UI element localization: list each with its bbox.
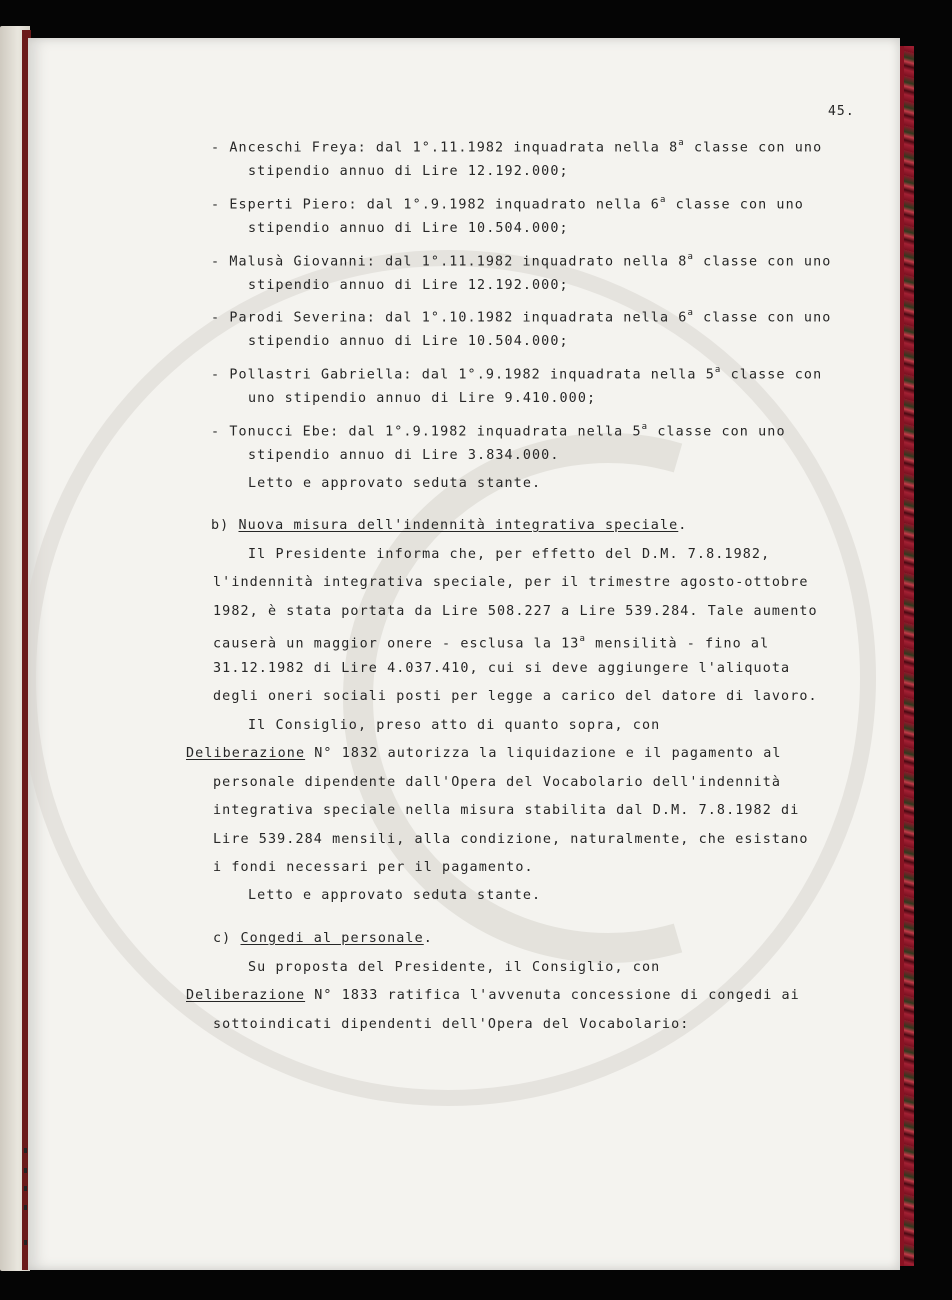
list-item-continuation: stipendio annuo di Lire 10.504.000; — [248, 221, 569, 236]
list-item — [211, 250, 831, 270]
list-item-continuation: stipendio annuo di Lire 12.192.000; — [248, 164, 569, 179]
page-number: 45. — [828, 104, 855, 119]
list-item-continuation: uno stipendio annuo di Lire 9.410.000; — [248, 391, 597, 406]
approval-line: Letto e approvato seduta stante. — [248, 888, 542, 903]
list-item-text: classe con uno — [648, 424, 786, 440]
section-c-heading — [213, 931, 433, 947]
list-dash: - — [211, 424, 221, 440]
paragraph-line: Il Consiglio, preso atto di quanto sopra, con — [248, 718, 661, 733]
deliberation-line — [186, 988, 800, 1004]
list-item-text: classe con uno — [666, 197, 804, 213]
list-item-text: Malusà Giovanni: dal 1°.11.1982 inquadrato nella 8 — [229, 254, 688, 270]
paragraph-text: causerà un maggior onere - esclusa la 13 — [213, 636, 580, 652]
document-page — [28, 38, 900, 1270]
superscript: a — [641, 422, 649, 432]
deliberation-label: Deliberazione — [186, 988, 306, 1003]
list-dash: - — [211, 310, 221, 326]
section-title-period: . — [678, 518, 688, 533]
list-item-text: classe con uno — [684, 140, 823, 156]
list-item-text: Anceschi Freya: dal 1°.11.1982 inquadrata nella 8 — [229, 140, 679, 156]
superscript: a — [687, 308, 694, 318]
paragraph-text: mensilità - fino al — [586, 636, 770, 652]
list-dash: - — [211, 254, 221, 270]
section-letter: b) — [211, 518, 230, 533]
paragraph-line: integrativa speciale nella misura stabilita dal D.M. 7.8.1982 di — [213, 803, 800, 818]
section-b-heading — [211, 518, 687, 534]
superscript: a — [687, 252, 694, 262]
paragraph-line: i fondi necessari per il pagamento. — [213, 860, 534, 875]
list-dash: - — [211, 367, 221, 383]
list-item-text: classe con uno — [693, 254, 832, 270]
list-dash: - — [211, 140, 221, 156]
deliberation-text: N° 1832 autorizza la liquidazione e il pagamento al — [305, 746, 782, 761]
list-item-text: Pollastri Gabriella: dal 1°.9.1982 inquadrata nella 5 — [229, 367, 715, 383]
section-letter: c) — [213, 931, 232, 946]
paragraph-line: degli oneri sociali posti per legge a carico del datore di lavoro. — [213, 689, 818, 704]
list-item-continuation: stipendio annuo di Lire 12.192.000; — [248, 278, 569, 293]
section-title-period: . — [423, 931, 433, 946]
approval-line: Letto e approvato seduta stante. — [248, 476, 542, 491]
superscript: a — [678, 138, 685, 148]
paragraph-line: sottoindicati dipendenti dell'Opera del Vocabolario: — [213, 1017, 690, 1032]
list-item-continuation: stipendio annuo di Lire 3.834.000. — [248, 448, 560, 463]
paragraph-line — [213, 632, 769, 652]
paragraph-line: Il Presidente informa che, per effetto del D.M. 7.8.1982, — [248, 547, 771, 562]
section-title: Congedi al personale — [240, 931, 424, 946]
list-item-text: Tonucci Ebe: dal 1°.9.1982 inquadrata nella 5 — [229, 424, 642, 440]
list-item — [211, 363, 822, 383]
paragraph-line: 31.12.1982 di Lire 4.037.410, cui si deve aggiungere l'aliquota — [213, 661, 791, 676]
paragraph-line: personale dipendente dall'Opera del Vocabolario dell'indennità — [213, 775, 782, 790]
superscript: a — [659, 195, 667, 205]
list-dash: - — [211, 197, 221, 213]
list-item-text: classe con — [721, 367, 823, 383]
list-item — [211, 136, 822, 156]
list-item — [211, 306, 831, 326]
list-item — [211, 193, 804, 213]
paragraph-line: 1982, è stata portata da Lire 508.227 a Lire 539.284. Tale aumento — [213, 604, 818, 619]
deliberation-line — [186, 746, 782, 762]
deliberation-text: N° 1833 ratifica l'avvenuta concessione di congedi ai — [305, 988, 800, 1003]
list-item-text: Esperti Piero: dal 1°.9.1982 inquadrato nella 6 — [229, 197, 660, 213]
list-item-text: classe con uno — [693, 310, 832, 326]
section-title: Nuova misura dell'indennità integrativa speciale — [238, 518, 679, 533]
deliberation-label: Deliberazione — [186, 746, 306, 761]
paragraph-line: Su proposta del Presidente, il Consiglio, con — [248, 960, 661, 975]
list-item — [211, 420, 786, 440]
paragraph-line: l'indennità integrativa speciale, per il trimestre agosto-ottobre — [213, 575, 809, 590]
superscript: a — [579, 634, 587, 644]
list-item-continuation: stipendio annuo di Lire 10.504.000; — [248, 334, 569, 349]
list-item-text: Parodi Severina: dal 1°.10.1982 inquadrata nella 6 — [229, 310, 688, 326]
superscript: a — [714, 365, 722, 375]
paragraph-line: Lire 539.284 mensili, alla condizione, naturalmente, che esistano — [213, 832, 809, 847]
